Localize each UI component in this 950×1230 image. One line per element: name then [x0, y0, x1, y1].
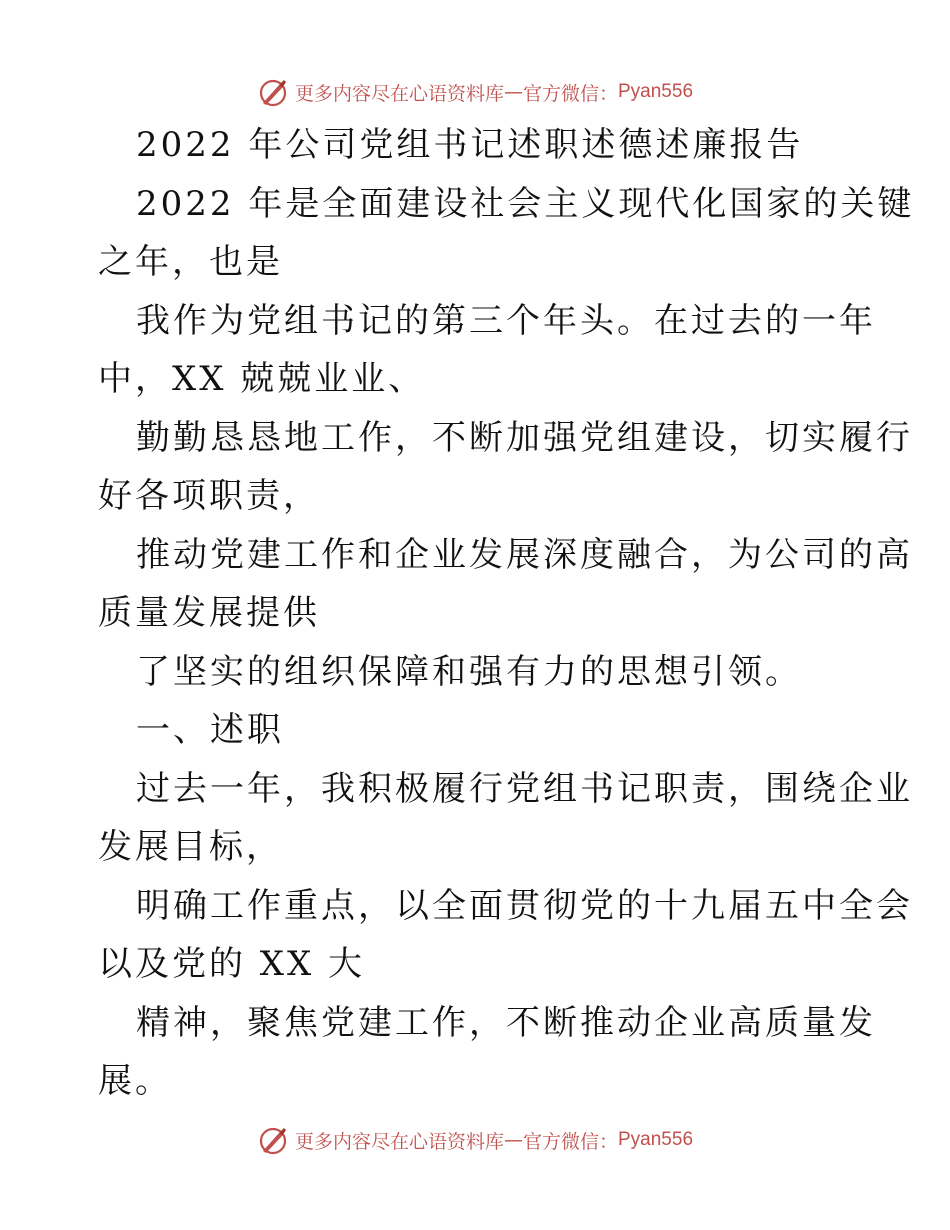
paragraph-line: 展。 [98, 1061, 172, 1101]
paragraph-line: 我作为党组书记的第三个年头。在过去的一年 [136, 300, 876, 341]
paragraph-line: 精神，聚焦党建工作，不断推动企业高质量发 [136, 1002, 876, 1043]
paragraph-line: 推动党建工作和企业发展深度融合，为公司的高 [136, 534, 913, 575]
watermark-suffix: 官方微信： [522, 1130, 618, 1153]
watermark-separator: — [503, 1129, 523, 1151]
paragraph-line: 明确工作重点，以全面贯彻党的十九届五中全会 [136, 885, 913, 926]
paragraph-line: 勤勤恳恳地工作，不断加强党组建设，切实履行 [136, 417, 913, 458]
watermark-footer [0, 1120, 950, 1160]
paragraph-line: 了坚实的组织保障和强有力的思想引领。 [136, 651, 802, 692]
watermark-text: 更多内容尽在心语资料库 [294, 1130, 504, 1153]
paragraph-line: 中，XX 兢兢业业、 [98, 359, 426, 399]
watermark-wechat-id: Pyan556 [618, 1129, 694, 1150]
watermark-wechat-id: Pyan556 [618, 81, 694, 102]
pen-logo-icon [257, 76, 289, 108]
section-heading: 一、述职 [136, 710, 284, 750]
paragraph-line: 2022 年是全面建设社会主义现代化国家的关键 [136, 183, 915, 224]
watermark-suffix: 官方微信： [522, 82, 618, 105]
paragraph-line: 发展目标， [98, 827, 283, 867]
paragraph-line: 过去一年，我积极履行党组书记职责，围绕企业 [136, 768, 913, 809]
paragraph-line: 以及党的 XX 大 [98, 944, 366, 984]
watermark-header [0, 72, 950, 112]
document-body [98, 116, 915, 1111]
watermark-text: 更多内容尽在心语资料库 [294, 82, 504, 105]
paragraph-line: 质量发展提供 [98, 593, 320, 633]
watermark-separator: — [503, 81, 523, 103]
document-title: 2022 年公司党组书记述职述德述廉报告 [136, 125, 804, 165]
pen-logo-icon [257, 1124, 289, 1156]
paragraph-line: 好各项职责， [98, 476, 320, 516]
paragraph-line: 之年，也是 [98, 242, 283, 282]
